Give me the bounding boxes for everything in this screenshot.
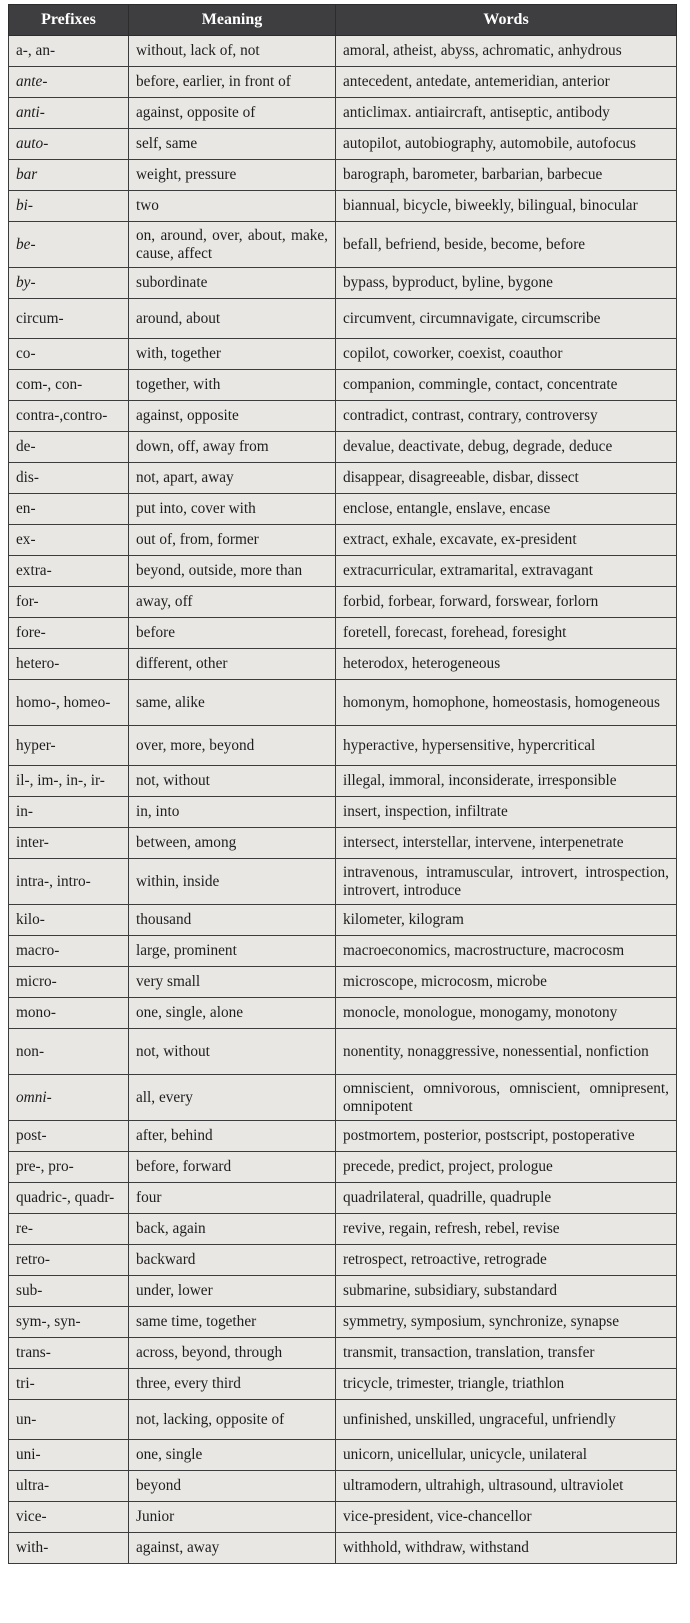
words-cell: monocle, monologue, monogamy, monotony [336,998,677,1029]
header-words: Words [336,5,677,36]
meaning-cell: all, every [129,1075,336,1121]
meaning-cell: against, away [129,1533,336,1564]
table-row [9,998,677,1029]
meaning-cell: same, alike [129,680,336,726]
prefix-cell: micro- [9,967,129,998]
prefix-cell: non- [9,1029,129,1075]
meaning-cell: against, opposite of [129,98,336,129]
prefix-cell: by- [9,268,129,299]
prefix-cell: de- [9,432,129,463]
prefix-cell: fore- [9,618,129,649]
prefix-table [8,4,677,1564]
table-row [9,905,677,936]
prefix-table-page [8,4,676,1564]
meaning-cell: before [129,618,336,649]
words-cell: microscope, microcosm, microbe [336,967,677,998]
words-cell: postmortem, posterior, postscript, postoperative [336,1121,677,1152]
prefix-cell: contra-,contro- [9,401,129,432]
meaning-cell: down, off, away from [129,432,336,463]
prefix-cell: retro- [9,1245,129,1276]
table-row [9,1183,677,1214]
meaning-cell: self, same [129,129,336,160]
table-row [9,967,677,998]
words-cell: befall, befriend, beside, become, before [336,222,677,268]
words-cell: precede, predict, project, prologue [336,1152,677,1183]
meaning-cell: two [129,191,336,222]
words-cell: homonym, homophone, homeostasis, homogeneous [336,680,677,726]
prefix-cell: hetero- [9,649,129,680]
table-row [9,401,677,432]
prefix-cell: re- [9,1214,129,1245]
prefix-cell: co- [9,339,129,370]
meaning-cell: back, again [129,1214,336,1245]
words-cell: intravenous, intramuscular, introvert, introspection, introvert, introduce [336,859,677,905]
words-cell: omniscient, omnivorous, omniscient, omnipresent, omnipotent [336,1075,677,1121]
table-header [9,5,677,36]
table-row [9,268,677,299]
words-cell: hyperactive, hypersensitive, hypercritical [336,726,677,766]
prefix-cell: en- [9,494,129,525]
prefix-cell: pre-, pro- [9,1152,129,1183]
meaning-cell: three, every third [129,1369,336,1400]
meaning-cell: one, single [129,1440,336,1471]
words-cell: retrospect, retroactive, retrograde [336,1245,677,1276]
words-cell: foretell, forecast, forehead, foresight [336,618,677,649]
table-row [9,222,677,268]
table-row [9,191,677,222]
meaning-cell: within, inside [129,859,336,905]
words-cell: macroeconomics, macrostructure, macrocosm [336,936,677,967]
meaning-cell: one, single, alone [129,998,336,1029]
meaning-cell: different, other [129,649,336,680]
prefix-cell: dis- [9,463,129,494]
prefix-cell: trans- [9,1338,129,1369]
prefix-cell: ultra- [9,1471,129,1502]
prefix-cell: il-, im-, in-, ir- [9,766,129,797]
words-cell: tricycle, trimester, triangle, triathlon [336,1369,677,1400]
table-row [9,680,677,726]
meaning-cell: with, together [129,339,336,370]
table-row [9,1369,677,1400]
meaning-cell: four [129,1183,336,1214]
meaning-cell: large, prominent [129,936,336,967]
words-cell: transmit, transaction, translation, transfer [336,1338,677,1369]
table-row [9,1338,677,1369]
words-cell: extracurricular, extramarital, extravagant [336,556,677,587]
words-cell: forbid, forbear, forward, forswear, forlorn [336,587,677,618]
prefix-cell: extra- [9,556,129,587]
prefix-cell: ex- [9,525,129,556]
prefix-cell: for- [9,587,129,618]
table-row [9,1533,677,1564]
table-row [9,1276,677,1307]
words-cell: extract, exhale, excavate, ex-president [336,525,677,556]
prefix-cell: vice- [9,1502,129,1533]
meaning-cell: around, about [129,299,336,339]
prefix-cell: circum- [9,299,129,339]
table-row [9,766,677,797]
prefix-cell: uni- [9,1440,129,1471]
prefix-cell: sub- [9,1276,129,1307]
words-cell: withhold, withdraw, withstand [336,1533,677,1564]
meaning-cell: between, among [129,828,336,859]
table-body [9,36,677,1564]
table-row [9,129,677,160]
prefix-cell: tri- [9,1369,129,1400]
words-cell: antecedent, antedate, antemeridian, anterior [336,67,677,98]
table-row [9,1400,677,1440]
table-row [9,432,677,463]
prefix-cell: omni- [9,1075,129,1121]
meaning-cell: across, beyond, through [129,1338,336,1369]
meaning-cell: without, lack of, not [129,36,336,67]
table-row [9,463,677,494]
words-cell: autopilot, autobiography, automobile, autofocus [336,129,677,160]
meaning-cell: after, behind [129,1121,336,1152]
words-cell: devalue, deactivate, debug, degrade, deduce [336,432,677,463]
meaning-cell: Junior [129,1502,336,1533]
words-cell: submarine, subsidiary, substandard [336,1276,677,1307]
meaning-cell: weight, pressure [129,160,336,191]
table-row [9,1152,677,1183]
meaning-cell: before, earlier, in front of [129,67,336,98]
meaning-cell: same time, together [129,1307,336,1338]
prefix-cell: mono- [9,998,129,1029]
table-row [9,1121,677,1152]
meaning-cell: away, off [129,587,336,618]
table-row [9,859,677,905]
prefix-cell: inter- [9,828,129,859]
words-cell: copilot, coworker, coexist, coauthor [336,339,677,370]
words-cell: unfinished, unskilled, ungraceful, unfriendly [336,1400,677,1440]
prefix-cell: bi- [9,191,129,222]
table-row [9,649,677,680]
meaning-cell: in, into [129,797,336,828]
table-row [9,1245,677,1276]
words-cell: barograph, barometer, barbarian, barbecue [336,160,677,191]
prefix-cell: post- [9,1121,129,1152]
table-row [9,1502,677,1533]
words-cell: illegal, immoral, inconsiderate, irresponsible [336,766,677,797]
header-row [9,5,677,36]
meaning-cell: backward [129,1245,336,1276]
meaning-cell: not, lacking, opposite of [129,1400,336,1440]
words-cell: heterodox, heterogeneous [336,649,677,680]
table-row [9,370,677,401]
meaning-cell: very small [129,967,336,998]
prefix-cell: quadric-, quadr- [9,1183,129,1214]
prefix-cell: with- [9,1533,129,1564]
meaning-cell: not, without [129,766,336,797]
prefix-cell: un- [9,1400,129,1440]
table-row [9,556,677,587]
meaning-cell: beyond [129,1471,336,1502]
words-cell: biannual, bicycle, biweekly, bilingual, binocular [336,191,677,222]
table-row [9,1440,677,1471]
table-row [9,1214,677,1245]
words-cell: insert, inspection, infiltrate [336,797,677,828]
words-cell: bypass, byproduct, byline, bygone [336,268,677,299]
words-cell: nonentity, nonaggressive, nonessential, nonfiction [336,1029,677,1075]
prefix-cell: ante- [9,67,129,98]
words-cell: ultramodern, ultrahigh, ultrasound, ultraviolet [336,1471,677,1502]
table-row [9,525,677,556]
prefix-cell: be- [9,222,129,268]
words-cell: symmetry, symposium, synchronize, synapse [336,1307,677,1338]
meaning-cell: on, around, over, about, make, cause, affect [129,222,336,268]
prefix-cell: macro- [9,936,129,967]
table-row [9,36,677,67]
prefix-cell: bar [9,160,129,191]
table-row [9,98,677,129]
words-cell: vice-president, vice-chancellor [336,1502,677,1533]
prefix-cell: a-, an- [9,36,129,67]
table-row [9,828,677,859]
words-cell: companion, commingle, contact, concentrate [336,370,677,401]
prefix-cell: kilo- [9,905,129,936]
words-cell: enclose, entangle, enslave, encase [336,494,677,525]
meaning-cell: together, with [129,370,336,401]
meaning-cell: beyond, outside, more than [129,556,336,587]
words-cell: kilometer, kilogram [336,905,677,936]
table-row [9,339,677,370]
table-row [9,726,677,766]
words-cell: revive, regain, refresh, rebel, revise [336,1214,677,1245]
prefix-cell: sym-, syn- [9,1307,129,1338]
table-row [9,67,677,98]
table-row [9,1029,677,1075]
prefix-cell: anti- [9,98,129,129]
table-row [9,797,677,828]
words-cell: circumvent, circumnavigate, circumscribe [336,299,677,339]
meaning-cell: put into, cover with [129,494,336,525]
meaning-cell: under, lower [129,1276,336,1307]
table-row [9,1075,677,1121]
table-row [9,494,677,525]
prefix-cell: com-, con- [9,370,129,401]
words-cell: amoral, atheist, abyss, achromatic, anhydrous [336,36,677,67]
table-row [9,1307,677,1338]
words-cell: disappear, disagreeable, disbar, dissect [336,463,677,494]
header-meaning: Meaning [129,5,336,36]
meaning-cell: not, without [129,1029,336,1075]
meaning-cell: out of, from, former [129,525,336,556]
words-cell: unicorn, unicellular, unicycle, unilateral [336,1440,677,1471]
meaning-cell: before, forward [129,1152,336,1183]
meaning-cell: against, opposite [129,401,336,432]
prefix-cell: homo-, homeo- [9,680,129,726]
prefix-cell: in- [9,797,129,828]
prefix-cell: intra-, intro- [9,859,129,905]
meaning-cell: over, more, beyond [129,726,336,766]
header-prefixes: Prefixes [9,5,129,36]
table-row [9,1471,677,1502]
table-row [9,936,677,967]
table-row [9,160,677,191]
prefix-cell: auto- [9,129,129,160]
table-row [9,618,677,649]
meaning-cell: subordinate [129,268,336,299]
table-row [9,299,677,339]
table-row [9,587,677,618]
meaning-cell: thousand [129,905,336,936]
words-cell: anticlimax. antiaircraft, antiseptic, antibody [336,98,677,129]
prefix-cell: hyper- [9,726,129,766]
words-cell: intersect, interstellar, intervene, interpenetrate [336,828,677,859]
words-cell: quadrilateral, quadrille, quadruple [336,1183,677,1214]
words-cell: contradict, contrast, contrary, controversy [336,401,677,432]
meaning-cell: not, apart, away [129,463,336,494]
